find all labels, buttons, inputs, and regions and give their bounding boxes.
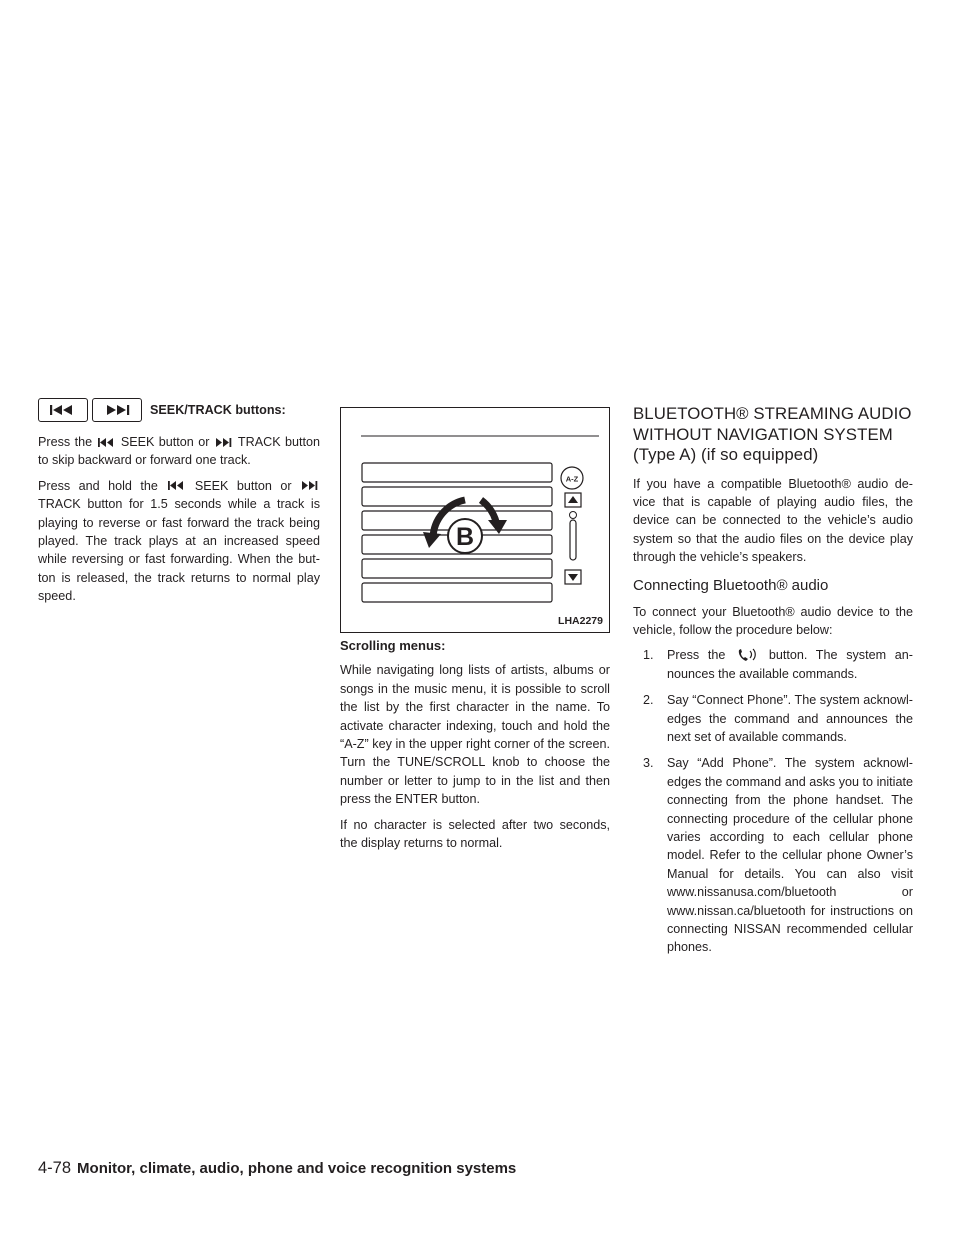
skip-forward-icon xyxy=(216,438,232,448)
scroll-track xyxy=(570,520,576,560)
step-number: 3. xyxy=(643,756,654,771)
list-row xyxy=(362,463,552,482)
procedure-steps xyxy=(633,646,913,957)
step-number: 2. xyxy=(643,693,654,708)
step-item xyxy=(633,754,913,956)
intro-paragraph: If you have a compatible Bluetooth® audio de- vice that is capable of playing audio files, the device can be connected to the vehicle’s audio system so that the audio files on the device play through the vehicle’s speakers. xyxy=(633,476,913,565)
seek-track-section xyxy=(38,398,320,613)
b-label: B xyxy=(455,523,475,551)
subsection-title: Connecting Bluetooth® audio xyxy=(633,576,829,594)
az-screen-figure xyxy=(340,407,610,633)
seek-p1-end: TRACK button to skip backward or forward one track. xyxy=(38,435,320,468)
talk-phone-icon xyxy=(736,648,758,664)
skip-back-icon xyxy=(98,438,114,448)
scrolling-menus-section xyxy=(340,407,610,859)
seek-track-heading-row xyxy=(38,398,320,422)
seek-forward-button-figure xyxy=(92,398,142,422)
seek-back-button-figure xyxy=(38,398,88,422)
scroll-up-icon xyxy=(568,496,578,503)
seek-p2-middle: SEEK button or xyxy=(194,478,292,493)
scroll-down-icon xyxy=(568,574,578,581)
chapter-title: Monitor, climate, audio, phone and voice recognition systems xyxy=(77,1160,517,1177)
seek-p1-middle: SEEK button or xyxy=(120,435,210,449)
skip-back-icon xyxy=(48,404,78,416)
seek-p2-end: TRACK button for 1.5 seconds while a track is playing to reverse or fast forward the track being played. The track plays at an increased speed while reversing or fast forwarding. When the but- ton is released, the track returns to normal play speed. xyxy=(38,497,320,604)
rotate-left-arrowhead xyxy=(423,532,441,548)
section-title: BLUETOOTH® STREAMING AUDIO WITHOUT NAVIGATION SYSTEM (Type A) (if so equipped) xyxy=(633,404,912,464)
bluetooth-audio-section xyxy=(633,404,913,965)
seek-p2-start: Press and hold the xyxy=(38,478,158,493)
skip-forward-icon xyxy=(102,404,132,416)
scrolling-paragraph-1: While navigating long lists of artists, albums or songs in the music menu, it is possible to scroll the list by the first character in the name. To activate character indexing, touch and hold the “A-Z” key in the upper right corner of the screen. Turn the TUNE/SCROLL knob to choose the number or letter to jump to in the list and then press the ENTER button. xyxy=(340,663,610,807)
scrolling-menus-heading: Scrolling menus: xyxy=(340,638,446,653)
page-footer xyxy=(38,1159,516,1178)
step-item xyxy=(633,646,913,683)
step-3-text: Say “Add Phone”. The system acknowl- edges the command and asks you to initiate connecting from the phone handset. The connecting procedure of the cellular phone varies according to each cellular phone model. Refer to the cellular phone Owner’s Manual for details. You can also visit www.nissanusa.com/bluetooth or www.nissan.ca/bluetooth for instructions on connecting NISSAN recommended cellular phones. xyxy=(667,756,913,955)
scrolling-paragraph-2: If no character is selected after two seconds, the display returns to normal. xyxy=(340,817,610,851)
az-key-label: A-Z xyxy=(565,474,579,484)
procedure-lead: To connect your Bluetooth® audio device to the vehicle, follow the procedure below: xyxy=(633,604,913,637)
step-number: 1. xyxy=(643,648,654,663)
figure-code: LHA2279 xyxy=(558,614,603,627)
step-1-end: button. The system an- nounces the available commands. xyxy=(667,648,913,681)
screen-illustration xyxy=(341,408,609,632)
step-2-text: Say “Connect Phone”. The system acknowl- edges the command and announces the next set of available commands. xyxy=(667,693,913,744)
step-1-start: Press the xyxy=(667,648,726,663)
list-row xyxy=(362,583,552,602)
list-row xyxy=(362,559,552,578)
skip-forward-icon xyxy=(302,481,318,491)
seek-paragraph-2 xyxy=(38,477,320,606)
seek-paragraph-1 xyxy=(38,433,320,470)
skip-back-icon xyxy=(168,481,184,491)
seek-p1-start: Press the xyxy=(38,435,93,449)
step-item xyxy=(633,691,913,746)
rotate-right-arrowhead xyxy=(488,520,507,534)
seek-track-heading: SEEK/TRACK buttons: xyxy=(150,402,286,417)
page-number: 4-78 xyxy=(38,1159,72,1177)
